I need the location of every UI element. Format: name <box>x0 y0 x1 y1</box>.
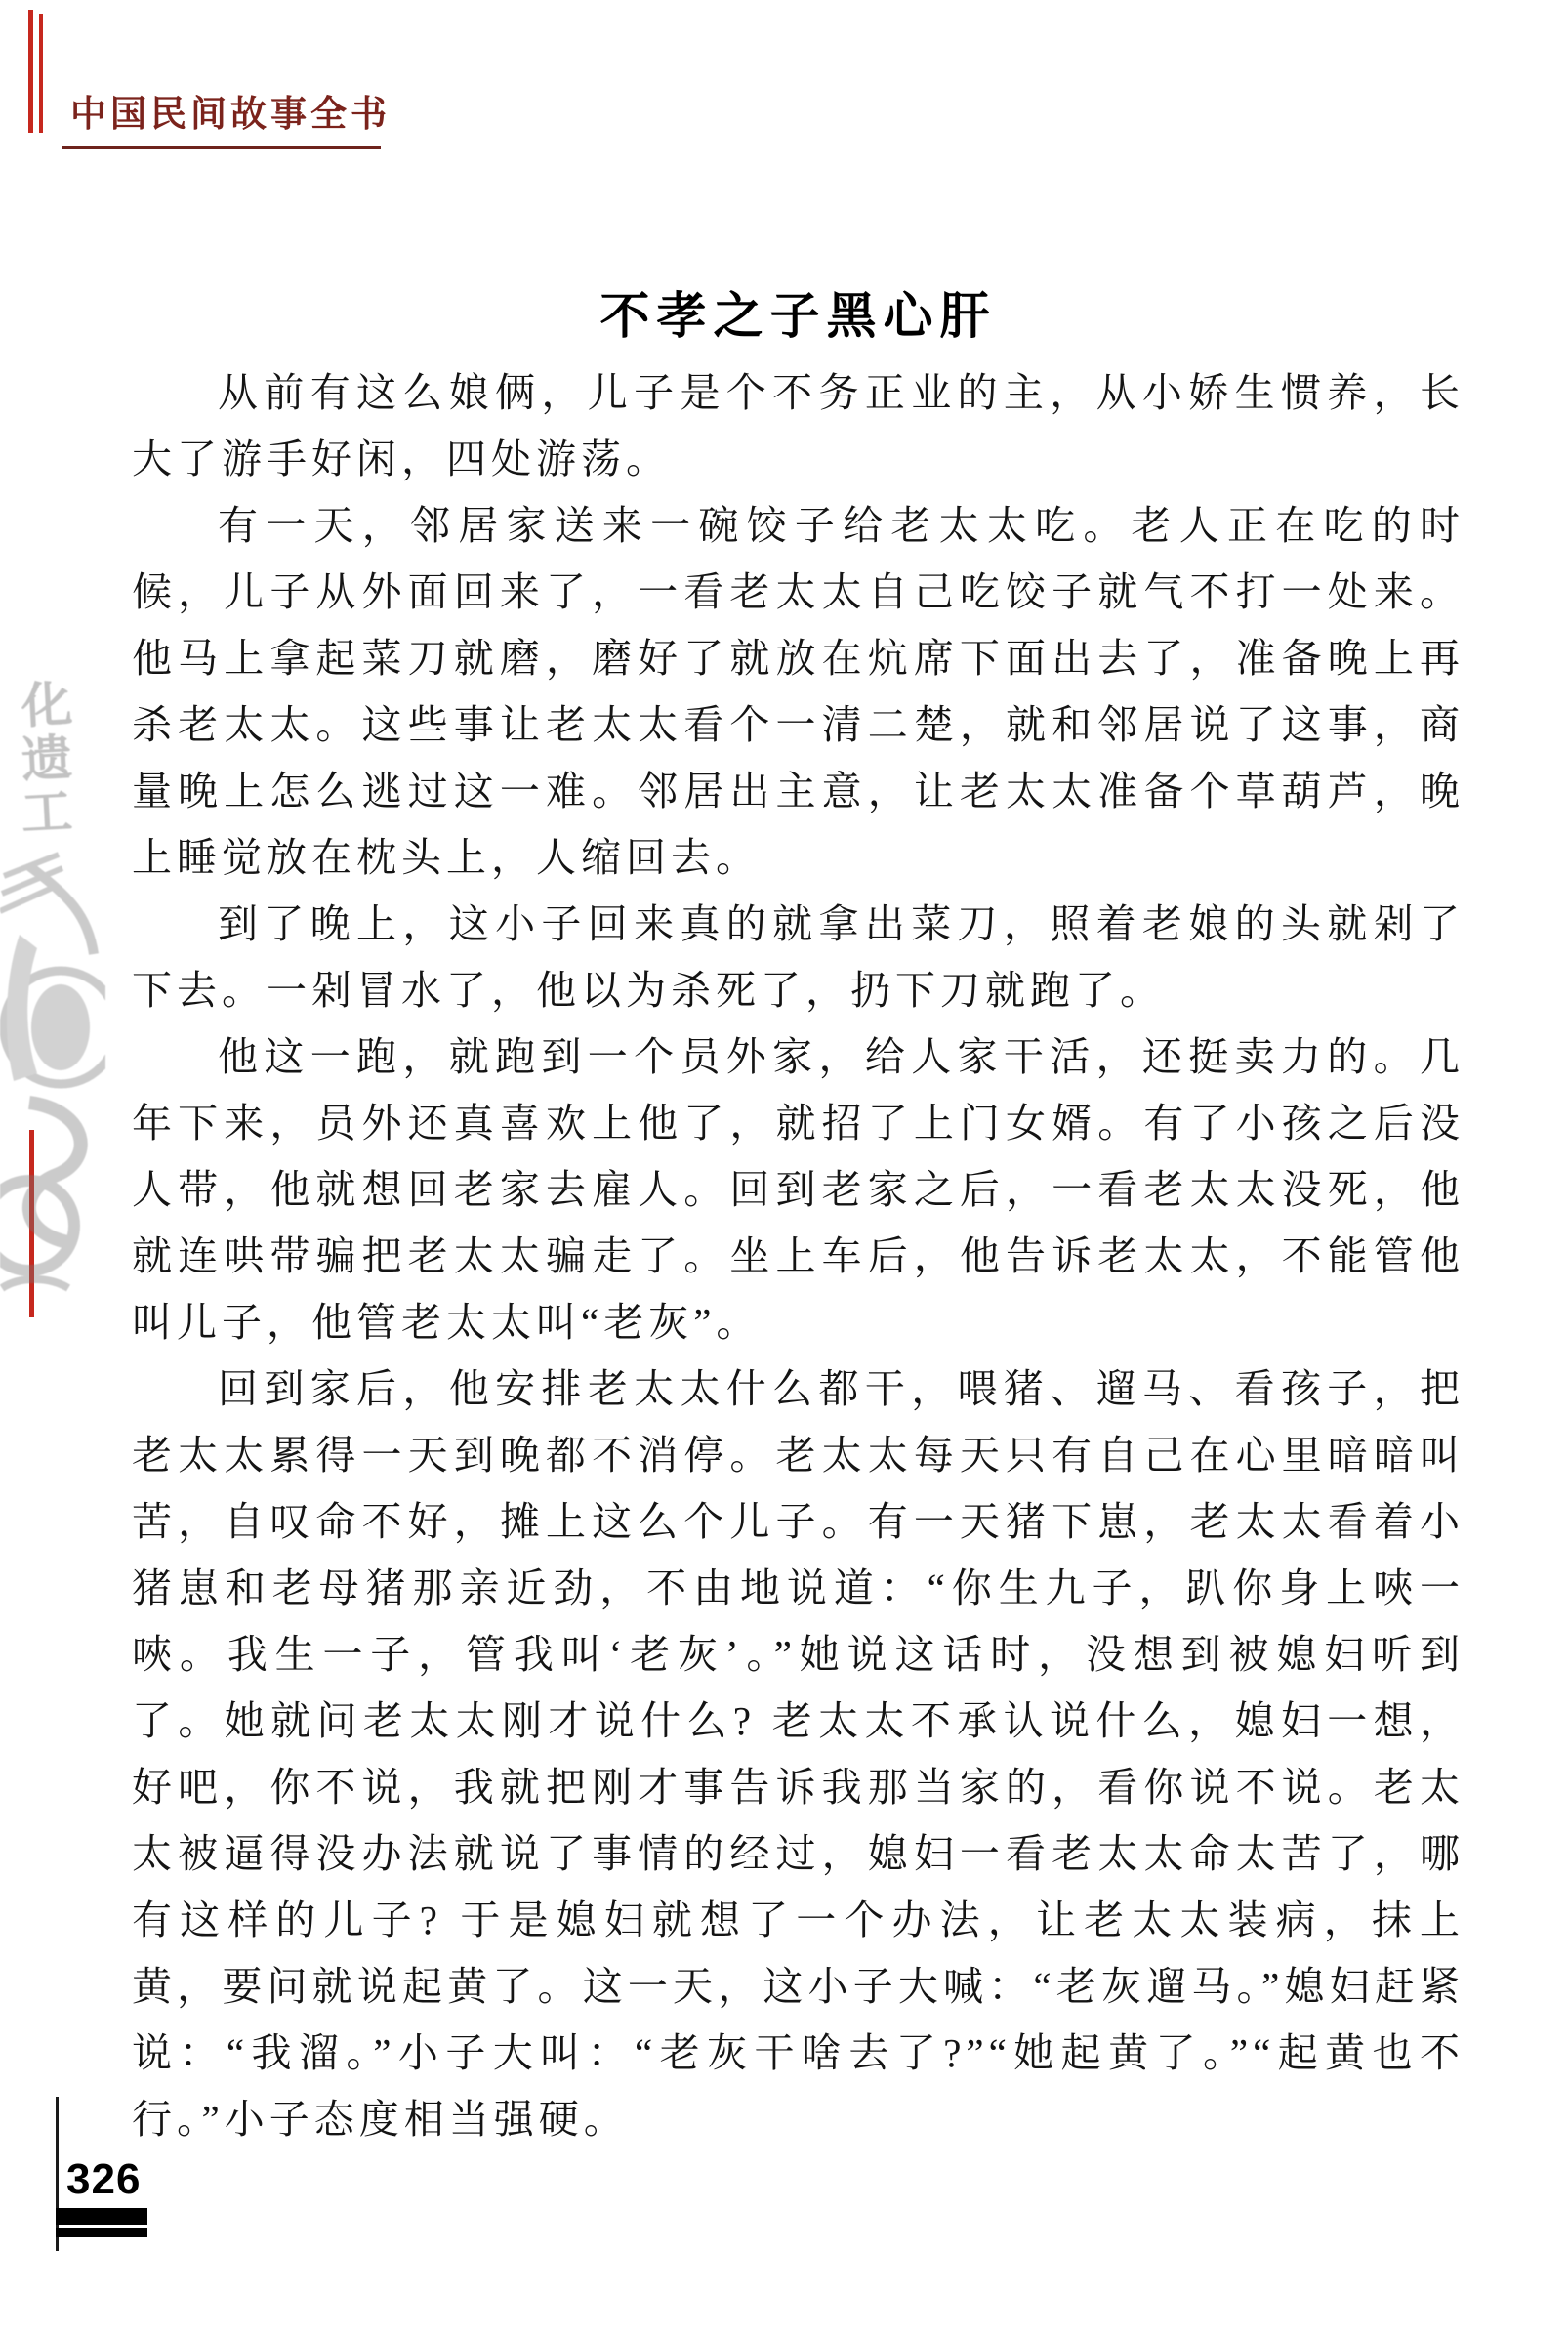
watermark-char: 工 <box>20 783 74 842</box>
paragraph: 他这一跑，就跑到一个员外家，给人家干活，还挺卖力的。几年下来，员外还真喜欢上他了，就招了上门女婿。有了小孩之后没人带，他就想回老家去雇人。回到老家之后，一看老太太没死，他就连哄带骗把老太太骗走了。坐上车后，他告诉老太太，不能管他叫儿子，他管老太太叫“老灰”。 <box>132 1034 1465 1345</box>
paragraph: 回到家后，他安排老太太什么都干，喂猪、遛马、看孩子，把老太太累得一天到晚都不消停。老太太每天只有自己在心里暗暗叫苦，自叹命不好，摊上这么个儿子。有一天猪下崽，老太太看着小猪崽和老母猪那亲近劲，不由地说道：“你生九子，趴你身上唊一唊。我生一子，管我叫‘老灰’。”她说这话时，没想到被媳妇听到了。她就问老太太刚才说什么? 老太太不承认说什么，媳妇一想，好吧，你不说，我就把刚才事告诉我那当家的，看你说不说。老太太被逼得没办法就说了事情的经过，媳妇一看老太太命太苦了，哪有这样的儿子? 于是媳妇就想了一个办法，让老太太装病，抹上黄，要问就说起黄了。这一天，这小子大喊：“老灰遛马。”媳妇赶紧说：“我溜。”小子大叫：“老灰干啥去了?”“她起黄了。”“起黄也不行。”小子态度相当强硬。 <box>132 1366 1465 2142</box>
watermark-swirl-graphic <box>0 847 105 1315</box>
footer-bar-thick <box>56 2208 147 2225</box>
paragraph: 到了晚上，这小子回来真的就拿出菜刀，照着老娘的头就剁了下去。一剁冒水了，他以为杀死了，扔下刀就跑了。 <box>132 901 1465 1013</box>
red-edge-line <box>29 1130 34 1317</box>
watermark-char: 化 <box>20 676 74 734</box>
page-number: 326 <box>66 2155 142 2203</box>
story-body <box>132 359 1465 2152</box>
watermark-char: 遗 <box>20 730 74 788</box>
footer-bar-thin <box>56 2228 147 2237</box>
red-edge-mark <box>39 14 43 133</box>
running-header: 中国民间故事全书 <box>70 94 391 134</box>
paragraph: 从前有这么娘俩，儿子是个不务正业的主，从小娇生惯养，长大了游手好闲，四处游荡。 <box>132 370 1465 481</box>
margin-stamp-watermark <box>0 676 105 1323</box>
story-title: 不孝之子黑心肝 <box>599 288 997 345</box>
red-edge-mark <box>28 10 33 133</box>
paragraph: 有一天，邻居家送来一碗饺子给老太太吃。老人正在吃的时候，儿子从外面回来了，一看老太太自己吃饺子就气不打一处来。他马上拿起菜刀就磨，磨好了就放在炕席下面出去了，准备晚上再杀老太太。这些事让老太太看个一清二楚，就和邻居说了这事，商量晚上怎么逃过这一难。邻居出主意，让老太太准备个草葫芦，晚上睡觉放在枕头上，人缩回去。 <box>132 503 1465 880</box>
running-header-underline <box>62 146 381 149</box>
